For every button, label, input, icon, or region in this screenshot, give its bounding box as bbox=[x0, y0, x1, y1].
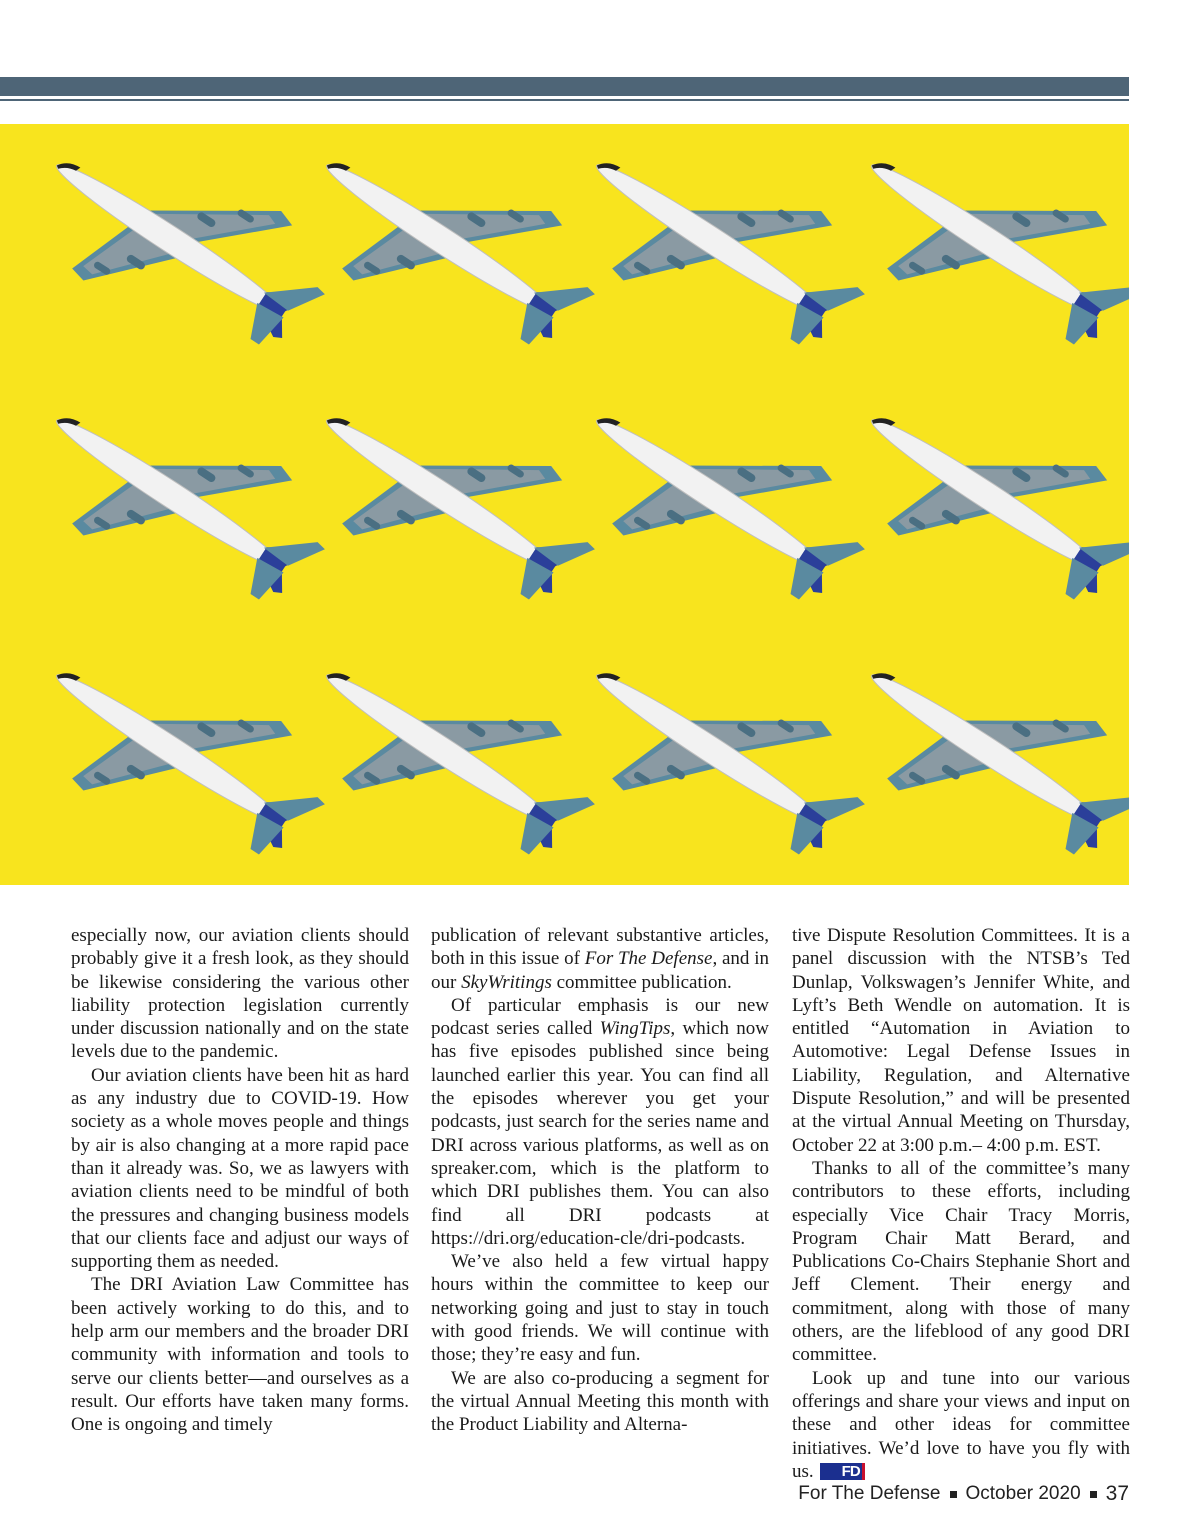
page-footer bbox=[798, 1482, 1129, 1506]
text-run: , which now has five episodes published since being launched earlier this year. You can find all the episodes wherever you get your podcasts, just search for the series name and DRI across various platforms, as well as on spreaker.com, which is the platform to which DRI publishes them. You can also find all DRI podcasts at https://dri.org/education-cle/dri-podcasts. bbox=[431, 1018, 770, 1249]
column-2 bbox=[431, 924, 769, 1437]
footer-issue: October 2020 bbox=[965, 1483, 1081, 1504]
page-number: 37 bbox=[1105, 1482, 1129, 1505]
square-bullet-icon bbox=[1090, 1491, 1097, 1498]
airplane-icon bbox=[12, 124, 350, 395]
airplane-icon bbox=[827, 124, 1129, 395]
text-run: Look up and tune into our various offerings and share your views and input on these and other ideas for committee initiatives. We’d love to have you fly with us. bbox=[792, 1367, 1130, 1482]
column-3 bbox=[792, 924, 1130, 1483]
airplane-icon bbox=[827, 350, 1129, 650]
airplane-icon bbox=[552, 350, 890, 650]
text-run: committee publication. bbox=[551, 971, 732, 993]
footer-publication: For The Defense bbox=[798, 1483, 941, 1504]
airplane-icon bbox=[282, 605, 620, 885]
paragraph bbox=[792, 1367, 1130, 1483]
header-rule bbox=[0, 99, 1129, 101]
paragraph bbox=[431, 994, 769, 1250]
paragraph: We’ve also held a few virtual happy hours within the committee to keep our networking going and just to stay in touch with good friends. We will continue with those; they’re easy and fun. bbox=[431, 1251, 769, 1366]
airplane-icon bbox=[282, 350, 620, 650]
header-bar bbox=[0, 77, 1129, 96]
publication-title: For The Defense bbox=[584, 948, 713, 970]
airplane-icon bbox=[552, 124, 890, 395]
paragraph: We are also co-producing a segment for the virtual Annual Meeting this month with the Product Liability and Alterna- bbox=[431, 1367, 769, 1436]
paragraph: tive Dispute Resolution Committees. It is a panel discussion with the NTSB’s Ted Dunlap, Volkswagen’s Jennifer White, and Lyft’s Beth Wendle on automation. It is entitled “Automation in Aviation to Automotive: Legal Defense Issues in Liability, Regulation, and Alternative Dispute Resolution,” and will be presented at the virtual Annual Meeting on Thursday, October 22 at 3:00 p.m.– 4:00 p.m. EST. bbox=[792, 925, 1130, 1156]
airplane-icon bbox=[12, 605, 350, 885]
paragraph: The DRI Aviation Law Committee has been actively working to do this, and to help arm our members and the broader DRI community with information and tools to serve our clients better—and ourselves as a result. Our efforts have taken many forms. One is ongoing and timely bbox=[71, 1274, 409, 1436]
podcast-title: WingTips bbox=[599, 1018, 671, 1040]
airplane-icon bbox=[552, 605, 890, 885]
paragraph bbox=[431, 924, 769, 994]
airplane-icon bbox=[827, 605, 1129, 885]
paragraph: especially now, our aviation clients should probably give it a fresh look, as they should be likewise considering the various other liability protection legislation currently under discussion nationally and on the state levels due to the pandemic. bbox=[71, 925, 409, 1063]
airplane-icon bbox=[282, 124, 620, 395]
publication-title: SkyWritings bbox=[461, 971, 552, 993]
paragraph: Our aviation clients have been hit as hard as any industry due to COVID-19. How society as a whole moves people and things by air is also changing at a more rapid pace than it already was. So, we as lawyers with aviation clients need to be mindful of both the pressures and changing business models that our clients face and adjust our ways of supporting them as needed. bbox=[71, 1064, 409, 1273]
text-run: publication of relevant substantive articles, both in this issue of bbox=[431, 925, 769, 970]
text-run: Of particular emphasis is our new podcast series called bbox=[431, 994, 769, 1040]
hero-airplane-image bbox=[0, 124, 1129, 885]
square-bullet-icon bbox=[950, 1491, 957, 1498]
text-run: , and in our bbox=[431, 948, 769, 993]
paragraph: Thanks to all of the committee’s many contributors to these efforts, including especially Vice Chair Tracy Morris, Program Chair Matt Berard, and Publications Co-Chairs Stephanie Short and Jeff Clement. Their energy and commitment, along with those of many others, are the lifeblood of any good DRI committee. bbox=[792, 1157, 1130, 1366]
airplane-icon bbox=[12, 350, 350, 650]
end-mark-logo: FD bbox=[820, 1463, 865, 1480]
column-1 bbox=[71, 924, 409, 1437]
